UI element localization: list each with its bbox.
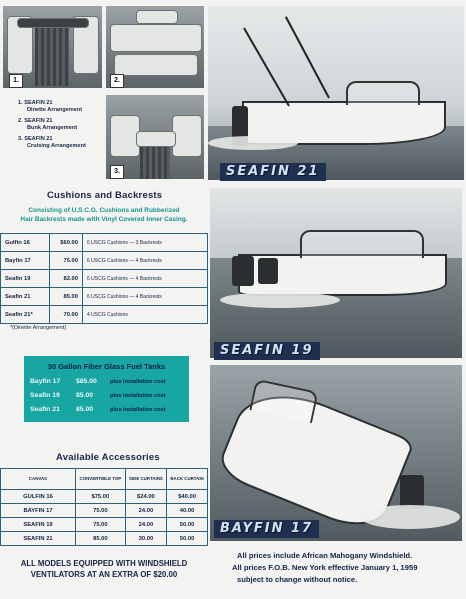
arrangement-desc: Bunk Arrangement [27, 125, 78, 131]
cushions-subtitle-line: Hair Backrests made with Vinyl Covered Inner Casing. [20, 216, 188, 223]
arrangement-desc: Dinette Arrangement [27, 107, 83, 113]
boat-photo-seafin-21 [208, 6, 464, 180]
price-cell: 85.00 [76, 392, 94, 399]
column-header: SIDE CURTAINS [125, 469, 166, 490]
boat-photo-seafin-19 [210, 188, 462, 358]
install-note: plus installation cost [110, 379, 166, 385]
price-cell: 40.00 [167, 504, 208, 518]
model-cell: Seafin 21 [1, 288, 50, 306]
model-cell: GULFIN 16 [1, 490, 76, 504]
price-cell: 50.00 [167, 518, 208, 532]
install-note: plus installation cost [110, 407, 166, 413]
table-row [1, 234, 208, 252]
dinette-note: *(Dinette Arrangement) [10, 325, 67, 331]
price-cell: 85.00 [76, 532, 126, 546]
interior-photo-dinette [3, 6, 102, 88]
fuel-tank-title: 30 Gallon Fiber Glass Fuel Tanks [47, 362, 166, 371]
windshield-ventilator-note [0, 558, 208, 580]
model-cell: SEAFIN 19 [1, 518, 76, 532]
table-row [1, 270, 208, 288]
desc-cell: 4 USCG Cushions [83, 306, 208, 324]
photo-number: 3. [110, 165, 124, 179]
table-row [1, 288, 208, 306]
table-row [1, 252, 208, 270]
note-line: ALL MODELS EQUIPPED WITH WINDSHIELD [20, 559, 188, 568]
model-banner: SEAFIN 21 [220, 163, 326, 181]
table-row [1, 306, 208, 324]
desc-cell: 6 USCG Cushions — 4 Backrests [83, 288, 208, 306]
price-cell: 50.00 [167, 532, 208, 546]
arrangement-title: 1. SEAFIN 21 [18, 100, 53, 106]
price-cell: 24.00 [125, 518, 166, 532]
price-cell: 82.00 [50, 270, 83, 288]
model-cell: Seafin 19 [30, 392, 60, 399]
column-header: CANVAS [1, 469, 76, 490]
price-cell: $24.00 [125, 490, 166, 504]
table-row [1, 518, 208, 532]
table-header-row [1, 469, 208, 490]
table-row [1, 490, 208, 504]
photo-number: 2. [110, 74, 124, 88]
model-banner: BAYFIN 17 [214, 520, 319, 538]
note-line: subject to change without notice. [237, 575, 358, 584]
price-cell: 70.00 [50, 306, 83, 324]
pricing-terms-note [232, 550, 457, 586]
model-cell: Gulfin 16 [1, 234, 50, 252]
cushions-subtitle-line: Consisting of U.S.C.G. Cushions and Rubberized [28, 207, 180, 214]
model-cell: Seafin 19 [1, 270, 50, 288]
model-cell: Bayfin 17 [30, 378, 61, 385]
price-cell: $75.00 [76, 490, 126, 504]
photo-number: 1. [9, 74, 23, 88]
cushions-table [0, 233, 208, 324]
price-cell: $85.00 [76, 378, 97, 385]
note-line: All prices F.O.B. New York effective January 1, 1959 [232, 563, 418, 572]
model-cell: Seafin 21* [1, 306, 50, 324]
price-cell: 30.00 [125, 532, 166, 546]
fuel-tank-row [30, 406, 166, 413]
price-cell: 75.00 [76, 504, 126, 518]
desc-cell: 6 USCG Cushions — 4 Backrests [83, 270, 208, 288]
fuel-tank-row [30, 378, 166, 385]
cushions-title: Cushions and Backrests [47, 190, 163, 201]
arrangement-list [18, 100, 86, 154]
boat-photo-bayfin-17 [210, 365, 462, 541]
table-row [1, 532, 208, 546]
install-note: plus installation cost [110, 393, 166, 399]
model-banner: SEAFIN 19 [214, 342, 320, 360]
model-cell: BAYFIN 17 [1, 504, 76, 518]
desc-cell: 6 USCG Cushions — 3 Backrests [83, 234, 208, 252]
model-cell: SEAFIN 21 [1, 532, 76, 546]
price-cell: 75.00 [50, 252, 83, 270]
note-line: All prices include African Mahogany Windshield. [237, 551, 413, 560]
table-row [1, 504, 208, 518]
accessories-table [0, 468, 208, 546]
price-cell: $40.00 [167, 490, 208, 504]
arrangement-title: 2. SEAFIN 21 [18, 118, 53, 124]
fuel-tank-row [30, 392, 166, 399]
cushions-subtitle [0, 206, 208, 224]
price-cell: 75.00 [76, 518, 126, 532]
model-cell: Bayfin 17 [1, 252, 50, 270]
column-header: BACK CURTAIN [167, 469, 208, 490]
column-header: CONVERTIBLE TOP [76, 469, 126, 490]
interior-photo-cruising [106, 95, 204, 179]
arrangement-title: 3. SEAFIN 21 [18, 136, 53, 142]
price-cell: $60.00 [50, 234, 83, 252]
accessories-title: Available Accessories [56, 452, 160, 463]
desc-cell: 6 USCG Cushions — 4 Backrests [83, 252, 208, 270]
arrangement-desc: Cruising Arrangement [27, 143, 86, 149]
price-cell: 24.00 [125, 504, 166, 518]
price-cell: 85.00 [76, 406, 94, 413]
fuel-tank-box [24, 356, 189, 422]
note-line: VENTILATORS AT AN EXTRA OF $20.00 [30, 570, 178, 579]
interior-photo-bunk [106, 6, 204, 88]
model-cell: Seafin 21 [30, 406, 60, 413]
price-cell: 85.00 [50, 288, 83, 306]
